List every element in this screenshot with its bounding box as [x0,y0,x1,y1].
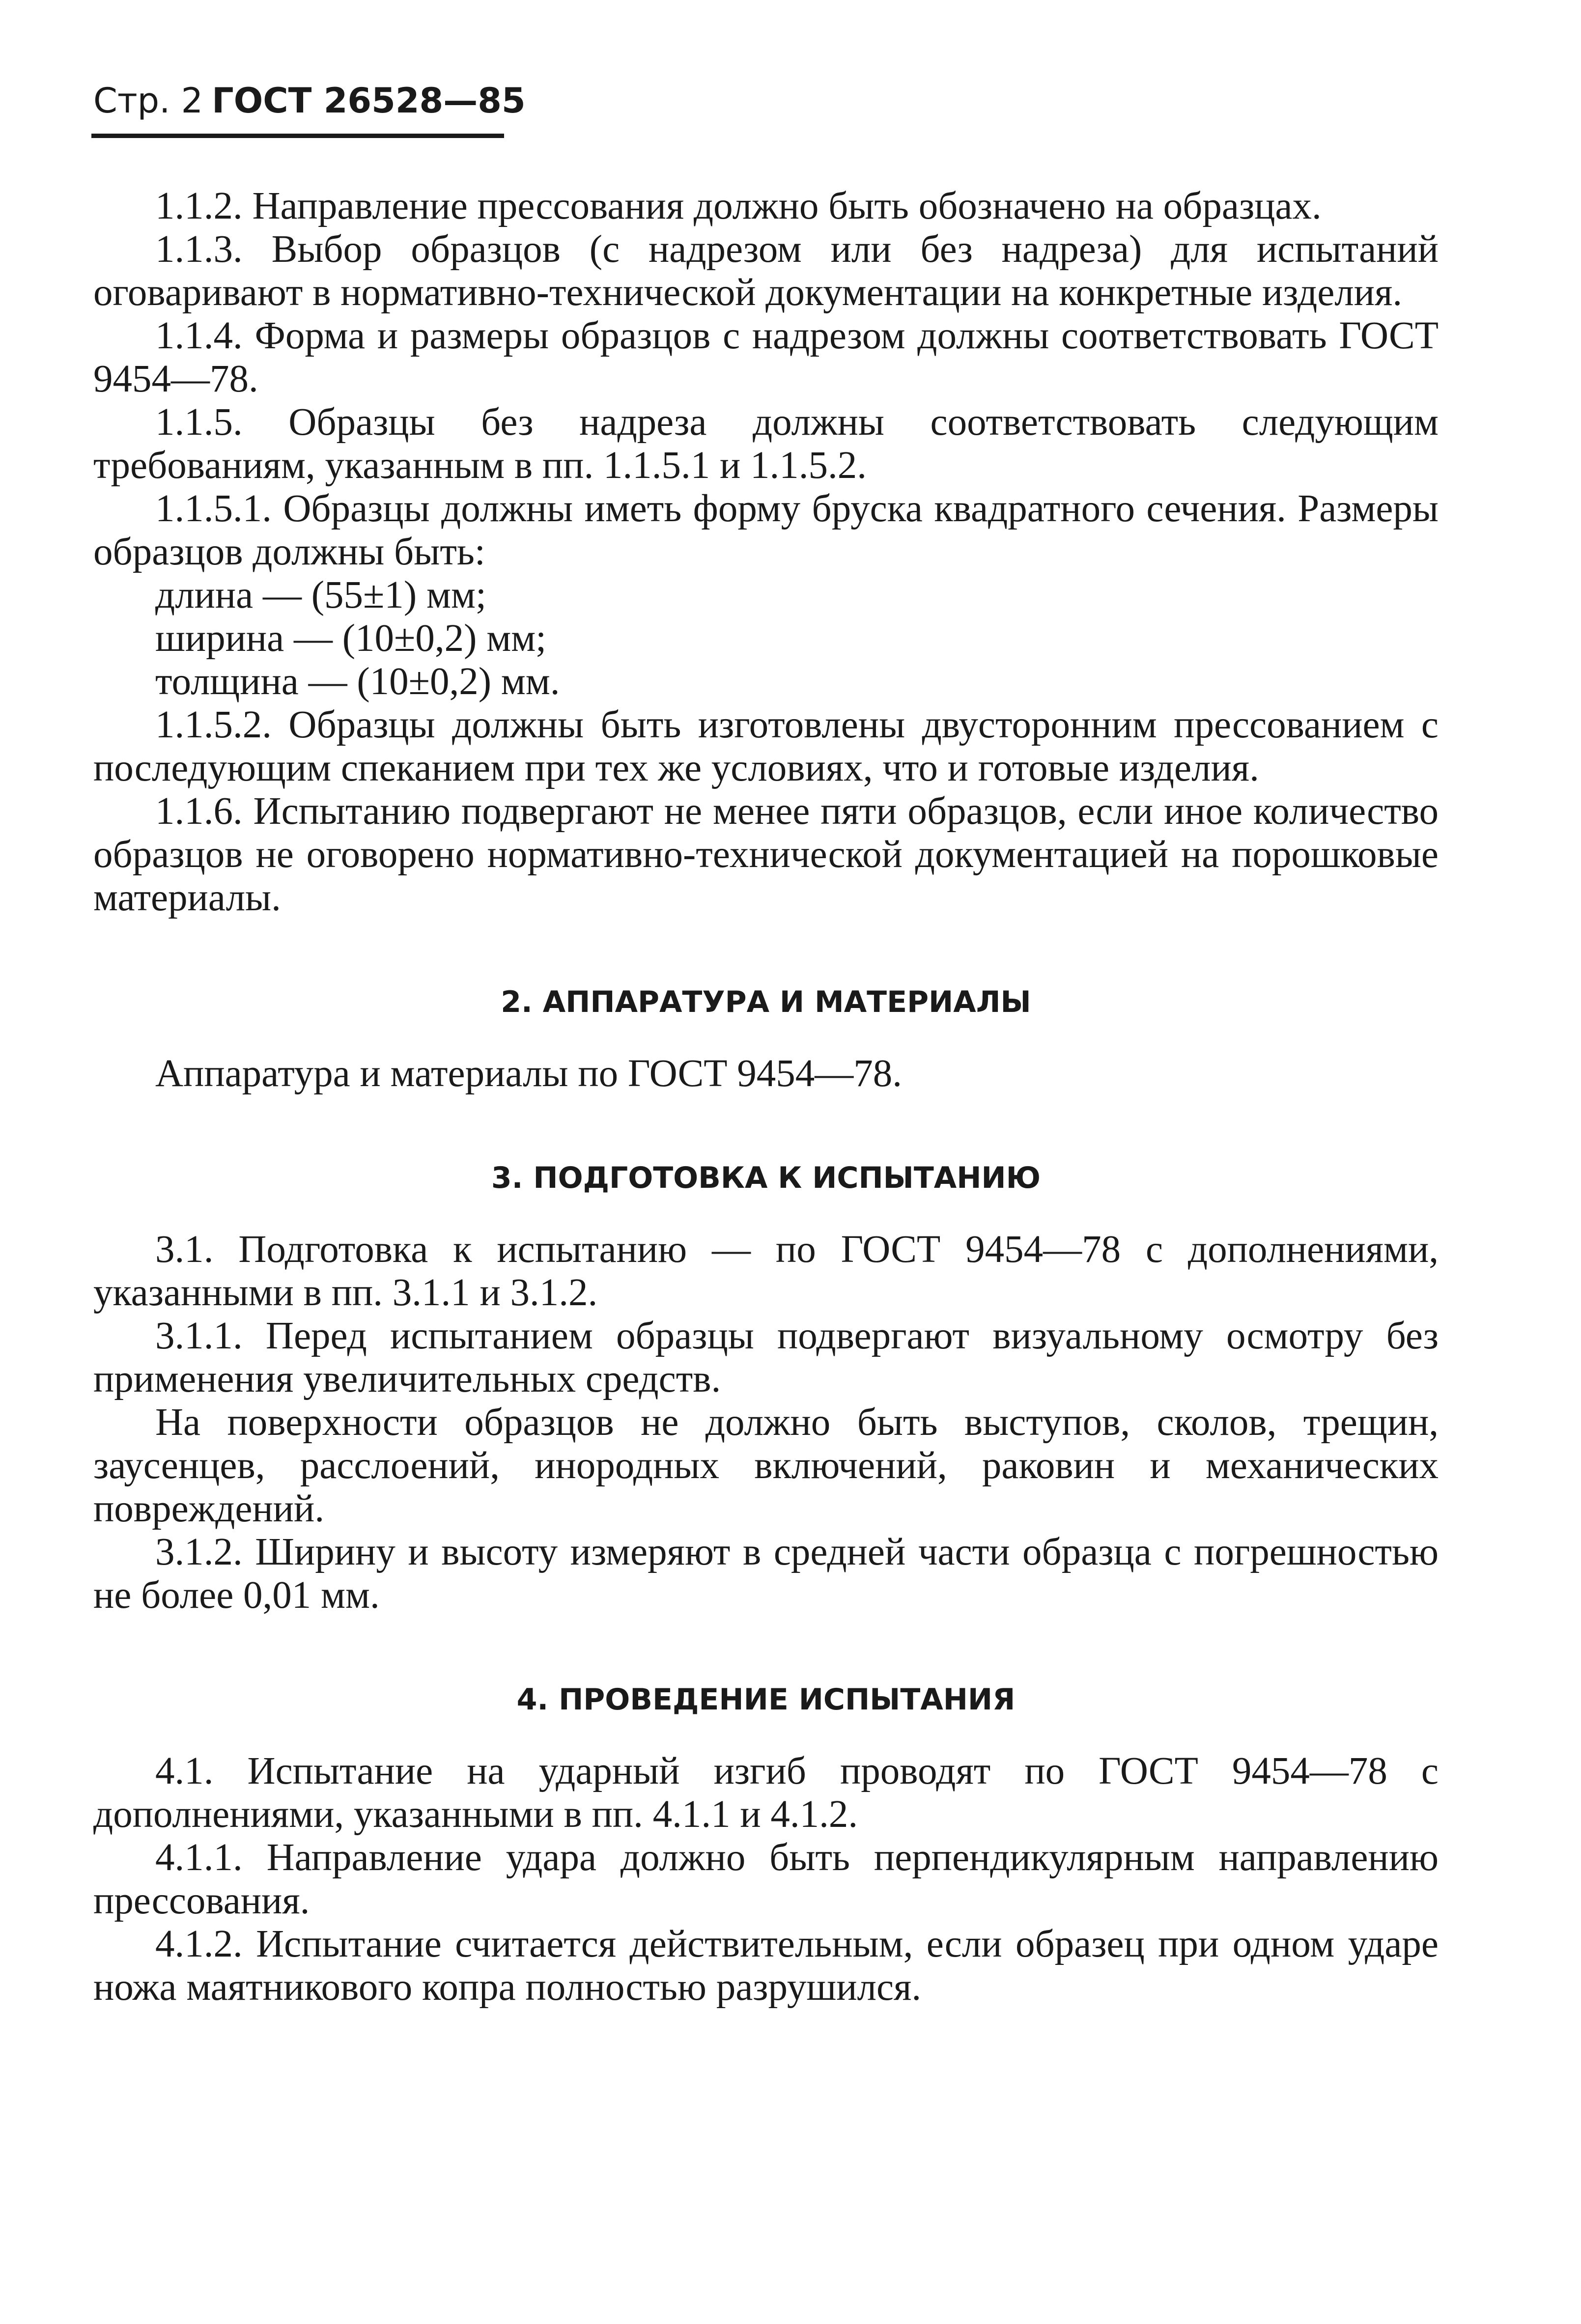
section-4-heading: 4. ПРОВЕДЕНИЕ ИСПЫТАНИЯ [516,1682,1016,1717]
page-header [93,79,526,123]
clause-3-1-2: 3.1.2. Ширину и высоту измеряют в средней части образца с погрешностью не более 0,01 мм. [93,1531,1439,1617]
clause-1-1-3: 1.1.3. Выбор образцов (с надрезом или без надреза) для испытаний оговаривают в нормативно-технической документации на конкретные изделия. [93,228,1439,314]
clause-4-1-1: 4.1.1. Направление удара должно быть перпендикулярным направлению прессования. [93,1836,1439,1922]
dimension-width: ширина — (10±0,2) мм; [155,617,547,660]
clause-4-1: 4.1. Испытание на ударный изгиб проводят по ГОСТ 9454—78 с дополнениями, указанными в пп. 4.1.1 и 4.1.2. [93,1750,1439,1836]
header-rule [91,134,504,138]
section-3-heading: 3. ПОДГОТОВКА К ИСПЫТАНИЮ [491,1161,1041,1195]
dimension-length: длина — (55±1) мм; [155,574,486,616]
clause-3-1-1-continued: На поверхности образцов не должно быть выступов, сколов, трещин, заусенцев, расслоений, инородных включений, раковин и механических повреждений. [93,1401,1439,1530]
document-body [93,185,1439,2009]
standard-code: ГОСТ 26528—85 [212,81,526,121]
clause-1-1-2: 1.1.2. Направление прессования должно быть обозначено на образцах. [155,185,1322,227]
clause-1-1-6: 1.1.6. Испытанию подвергают не менее пяти образцов, если иное количество образцов не оговорено нормативно-технической документацией на порошковые материалы. [93,790,1439,919]
clause-3-1-1: 3.1.1. Перед испытанием образцы подвергают визуальному осмотру без применения увеличительных средств. [93,1315,1439,1400]
dimension-thickness: толщина — (10±0,2) мм. [155,660,560,703]
clause-1-1-5-1: 1.1.5.1. Образцы должны иметь форму бруска квадратного сечения. Размеры образцов должны быть: [93,487,1439,573]
clause-1-1-4: 1.1.4. Форма и размеры образцов с надрезом должны соответствовать ГОСТ 9454—78. [93,314,1439,400]
section-2-heading: 2. АППАРАТУРА И МАТЕРИАЛЫ [501,985,1031,1019]
section-2-text: Аппаратура и материалы по ГОСТ 9454—78. [155,1052,903,1095]
clause-4-1-2: 4.1.2. Испытание считается действительным, если образец при одном ударе ножа маятникового копра полностью разрушился. [93,1923,1439,2009]
page-number-label: Стр. 2 [93,81,203,121]
clause-1-1-5: 1.1.5. Образцы без надреза должны соответствовать следующим требованиям, указанным в пп. 1.1.5.1 и 1.1.5.2. [93,401,1439,487]
clause-1-1-5-2: 1.1.5.2. Образцы должны быть изготовлены двусторонним прессованием с последующим спеканием при тех же условиях, что и готовые изделия. [93,703,1439,789]
clause-3-1: 3.1. Подготовка к испытанию — по ГОСТ 9454—78 с дополнениями, указанными в пп. 3.1.1 и 3.1.2. [93,1228,1439,1314]
